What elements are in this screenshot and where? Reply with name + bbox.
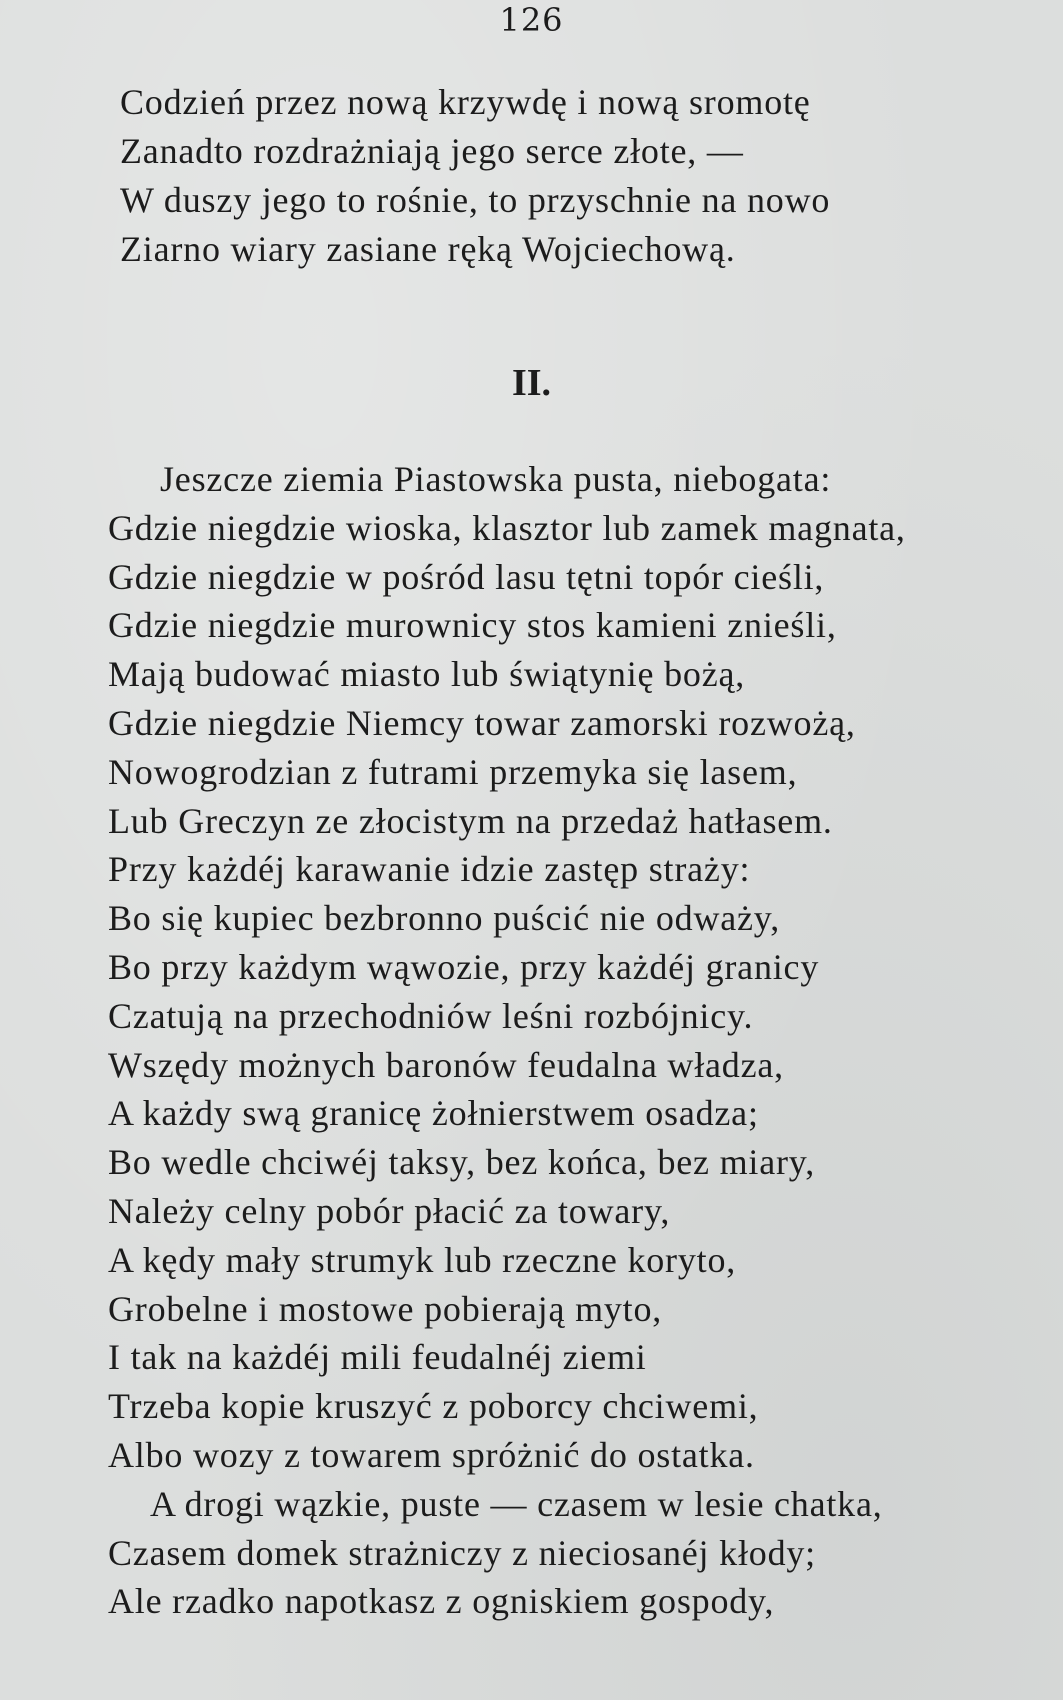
verse-line: Gdzie niegdzie w pośród lasu tętni topór cieśli, xyxy=(108,556,825,597)
verse-line: Należy celny pobór płacić za towary, xyxy=(108,1190,671,1231)
verse-line: Albo wozy z towarem spróżnić do ostatka. xyxy=(108,1434,755,1475)
verse-line: A kędy mały strumyk lub rzeczne koryto, xyxy=(108,1239,737,1280)
stanza-2 xyxy=(108,455,1053,1626)
verse-line: Czasem domek strażniczy z nieciosanéj kłody; xyxy=(108,1532,816,1573)
verse-line: Bo wedle chciwéj taksy, bez końca, bez miary, xyxy=(108,1142,816,1183)
verse-line: Przy każdéj karawanie idzie zastęp straży: xyxy=(108,849,751,890)
verse-line: A drogi wązkie, puste — czasem w lesie chatka, xyxy=(150,1483,883,1524)
verse-line: Codzień przez nową krzywdę i nową sromotę xyxy=(120,82,811,122)
verse-line: Lub Greczyn ze złocistym na przedaż hatłasem. xyxy=(108,800,833,841)
verse-line: Jeszcze ziemia Piastowska pusta, niebogata: xyxy=(160,459,832,499)
verse-line: I tak na każdéj mili feudalnéj ziemi xyxy=(108,1337,647,1378)
verse-line: W duszy jego to rośnie, to przyschnie na nowo xyxy=(120,180,831,220)
section-heading: II. xyxy=(511,362,552,404)
verse-line: A każdy swą granicę żołnierstwem osadza; xyxy=(108,1093,759,1134)
verse-line: Bo przy każdym wąwozie, przy każdéj granicy xyxy=(108,946,820,987)
verse-line: Ale rzadko napotkasz z ogniskiem gospody, xyxy=(108,1581,775,1622)
verse-line: Nowogrodzian z futrami przemyka się lasem, xyxy=(108,751,798,792)
verse-line: Ziarno wiary zasiane ręką Wojciechową. xyxy=(120,229,736,269)
verse-line: Gdzie niegdzie Niemcy towar zamorski rozwożą, xyxy=(108,702,856,743)
verse-line: Trzeba kopie kruszyć z poborcy chciwemi, xyxy=(108,1386,759,1427)
stanza-1 xyxy=(120,78,1020,274)
verse-line: Zanadto rozdrażniają jego serce złote, — xyxy=(120,131,744,171)
page-number: 126 xyxy=(499,1,564,39)
verse-line: Gdzie niegdzie murownicy stos kamieni znieśli, xyxy=(108,605,837,646)
verse-line: Czatują na przechodniów leśni rozbójnicy. xyxy=(108,995,754,1036)
verse-line: Gdzie niegdzie wioska, klasztor lub zamek magnata, xyxy=(108,507,906,548)
verse-line: Wszędy możnych baronów feudalna władza, xyxy=(108,1044,784,1085)
verse-line: Mają budować miasto lub świątynię bożą, xyxy=(108,654,746,695)
verse-line: Bo się kupiec bezbronno puścić nie odważy, xyxy=(108,898,781,939)
verse-line: Grobelne i mostowe pobierają myto, xyxy=(108,1288,663,1329)
